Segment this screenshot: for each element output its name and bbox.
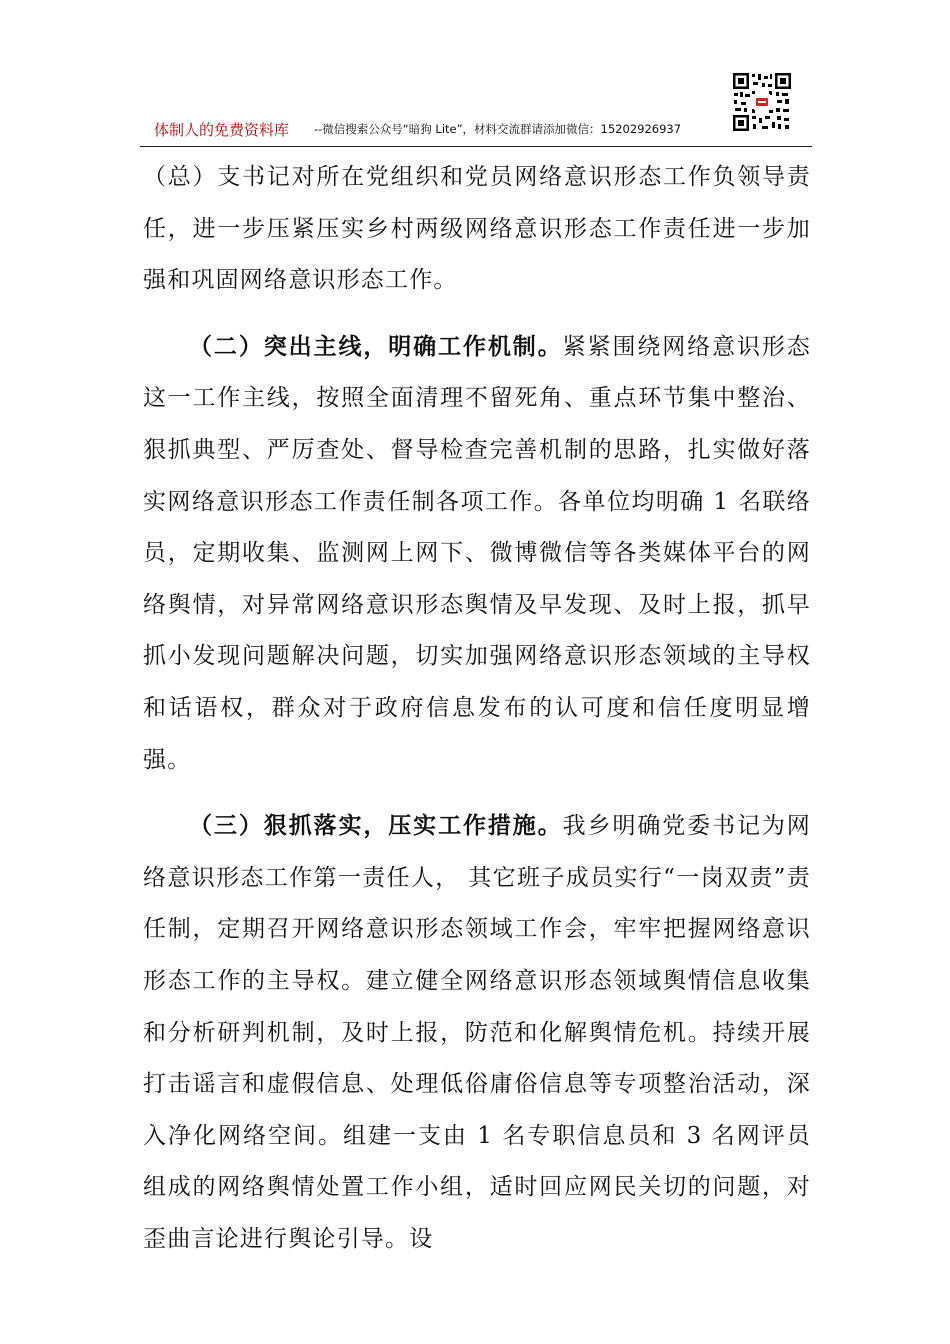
paragraph-text: （总）支书记对所在党组织和党员网络意识形态工作负领导责任，进一步压紧压实乡村两级网络意识形态工作责任进一步加强和巩固网络意识形态工作。 <box>143 164 811 294</box>
document-body <box>143 152 811 1265</box>
paragraph-continuation <box>143 152 811 307</box>
paragraph-text: 紧紧围绕网络意识形态这一工作主线，按照全面清理不留死角、重点环节集中整治、狠抓典型、严厉查处、督导检查完善机制的思路，扎实做好落实网络意识形态工作责任制各项工作。各单位均明确 1 名联络员，定期收集、监测网上网下、微博微信等各类媒体平台的网络舆情，对异常网络意识形态舆情及早发现、及时上报，抓早抓小发现问题解决问题，切实加强网络意识形态领域的主导权和话语权，群众对于政府信息发布的认可度和信任度明显增强。 <box>143 333 812 773</box>
header-title: 体制人的免费资料库 <box>154 121 290 139</box>
paragraph-section-two <box>143 322 811 786</box>
section-heading: （三）狠抓落实，压实工作措施。 <box>189 813 563 840</box>
paragraph-text: 我乡明确党委书记为网络意识形态工作第一责任人， 其它班子成员实行“一岗双责”责任制，定期召开网络意识形态领域工作会，牢牢把握网络意识形态工作的主导权。建立健全网络意识形态领域舆情信息收集和分析研判机制，及时上报，防范和化解舆情危机。持续开展打击谣言和虚假信息、处理低俗庸俗信息等专项整治活动，深入净化网络空间。组建一支由 1 名专职信息员和 3 名网评员组成的网络舆情处置工作小组，适时回应网民关切的问题，对歪曲言论进行舆论引导。设 <box>143 813 812 1252</box>
paragraph-section-three <box>143 801 811 1265</box>
section-heading: （二）突出主线，明确工作机制。 <box>189 333 563 360</box>
qr-code-icon <box>732 72 792 132</box>
header-subtitle: --微信搜索公众号“暗狗 Lite”，材料交流群请添加微信：15202926937 <box>314 122 682 136</box>
page-header <box>140 70 812 147</box>
